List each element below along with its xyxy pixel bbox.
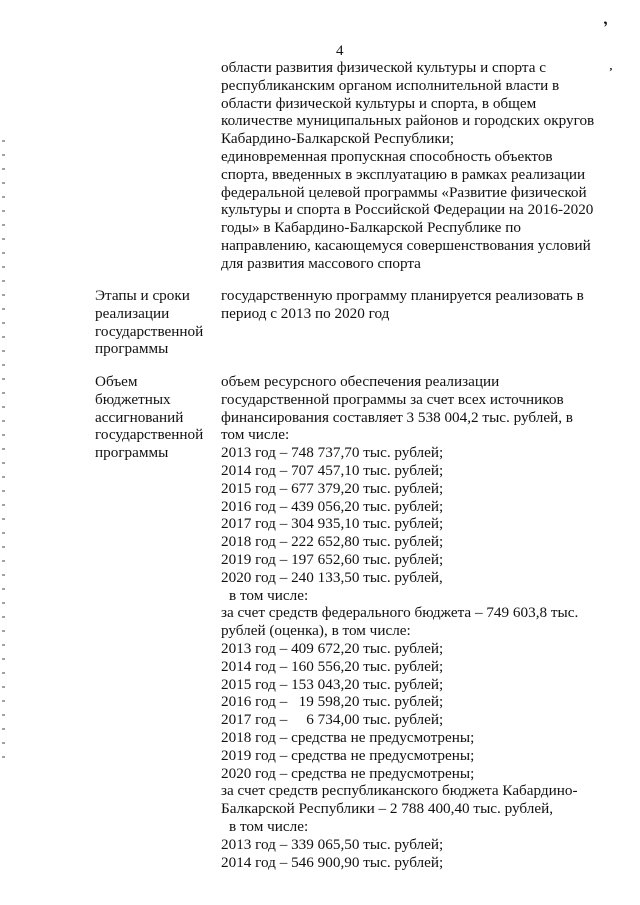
- year-amount-line: 2016 год – 19 598,20 тыс. рублей;: [221, 693, 444, 711]
- text-line: рублей (оценка), в том числе:: [221, 622, 411, 640]
- label-line: программы: [95, 444, 169, 462]
- text-line: период с 2013 по 2020 год: [221, 304, 390, 322]
- label-line: Этапы и сроки: [95, 287, 190, 304]
- page-number: 4: [336, 43, 344, 59]
- text-line: государственную программу планируется реализовать в: [221, 287, 584, 304]
- year-amount-line: 2014 год – 160 556,20 тыс. рублей;: [221, 657, 444, 675]
- year-amount-line: 2015 год – 677 379,20 тыс. рублей;: [221, 479, 444, 497]
- stages-value: [221, 287, 584, 323]
- year-amount-line: 2017 год – 6 734,00 тыс. рублей;: [221, 711, 444, 729]
- label-line: государственной: [95, 322, 204, 340]
- scan-mark-top: ’: [601, 18, 612, 37]
- text-line: для развития массового спорта: [221, 254, 421, 272]
- text-line: направлению, касающемуся совершенствования условий: [221, 236, 591, 254]
- label-line: бюджетных: [95, 390, 171, 408]
- year-amount-line: 2019 год – средства не предусмотрены;: [221, 746, 475, 764]
- year-amount-line: 2014 год – 707 457,10 тыс. рублей;: [221, 461, 444, 479]
- year-amount-line: 2017 год – 304 935,10 тыс. рублей;: [221, 515, 444, 533]
- year-amount-line: 2019 год – 197 652,60 тыс. рублей;: [221, 550, 444, 568]
- year-amount-line: 2020 год – средства не предусмотрены;: [221, 764, 475, 782]
- indicators-continuation: [221, 59, 594, 273]
- text-line: финансирования составляет 3 538 004,2 тыс. рублей, в: [221, 408, 573, 426]
- text-line: Балкарской Республики – 2 788 400,40 тыс. рублей,: [221, 800, 553, 818]
- scan-edge-artifact: [2, 140, 5, 760]
- label-line: государственной: [95, 426, 204, 444]
- text-line: республиканским органом исполнительной власти в: [221, 76, 560, 94]
- stages-label: [95, 287, 215, 358]
- label-line: программы: [95, 340, 169, 358]
- budget-value: [221, 373, 578, 871]
- year-amount-line: 2014 год – 546 900,90 тыс. рублей;: [221, 853, 444, 871]
- text-line: Кабардино-Балкарской Республики;: [221, 130, 455, 148]
- text-line: спорта, введенных в эксплуатацию в рамках реализации: [221, 165, 586, 183]
- text-line: федеральной целевой программы «Развитие физической: [221, 183, 587, 201]
- label-line: ассигнований: [95, 408, 184, 426]
- label-line: реализации: [95, 304, 170, 322]
- year-amount-line: 2016 год – 439 056,20 тыс. рублей;: [221, 497, 444, 515]
- scan-mark-second: ʼ: [609, 66, 613, 78]
- text-line: области развития физической культуры и спорта с: [221, 59, 546, 76]
- label-line: Объем: [95, 373, 138, 390]
- year-amount-line: 2015 год – 153 043,20 тыс. рублей;: [221, 675, 444, 693]
- budget-label: [95, 373, 215, 462]
- year-amount-line: 2013 год – 409 672,20 тыс. рублей;: [221, 639, 444, 657]
- text-line: государственной программы за счет всех источников: [221, 390, 564, 408]
- year-amount-line: 2020 год – 240 133,50 тыс. рублей,: [221, 568, 443, 586]
- year-amount-line: 2018 год – 222 652,80 тыс. рублей;: [221, 533, 444, 551]
- text-line: в том числе:: [229, 817, 309, 835]
- text-line: за счет средств республиканского бюджета Кабардино-: [221, 782, 578, 800]
- text-line: культуры и спорта в Российской Федерации на 2016-2020: [221, 201, 594, 219]
- text-line: годы» в Кабардино-Балкарской Республике по: [221, 219, 521, 237]
- year-amount-line: 2018 год – средства не предусмотрены;: [221, 728, 475, 746]
- text-line: количестве муниципальных районов и городских округов: [221, 112, 595, 130]
- text-line: том числе:: [221, 426, 290, 444]
- year-amount-line: 2013 год – 339 065,50 тыс. рублей;: [221, 835, 444, 853]
- text-line: единовременная пропускная способность объектов: [221, 147, 553, 165]
- text-line: за счет средств федерального бюджета – 749 603,8 тыс.: [221, 604, 579, 622]
- text-line: в том числе:: [229, 586, 309, 604]
- text-line: области физической культуры и спорта, в общем: [221, 94, 537, 112]
- year-amount-line: 2013 год – 748 737,70 тыс. рублей;: [221, 444, 444, 462]
- text-line: объем ресурсного обеспечения реализации: [221, 373, 500, 390]
